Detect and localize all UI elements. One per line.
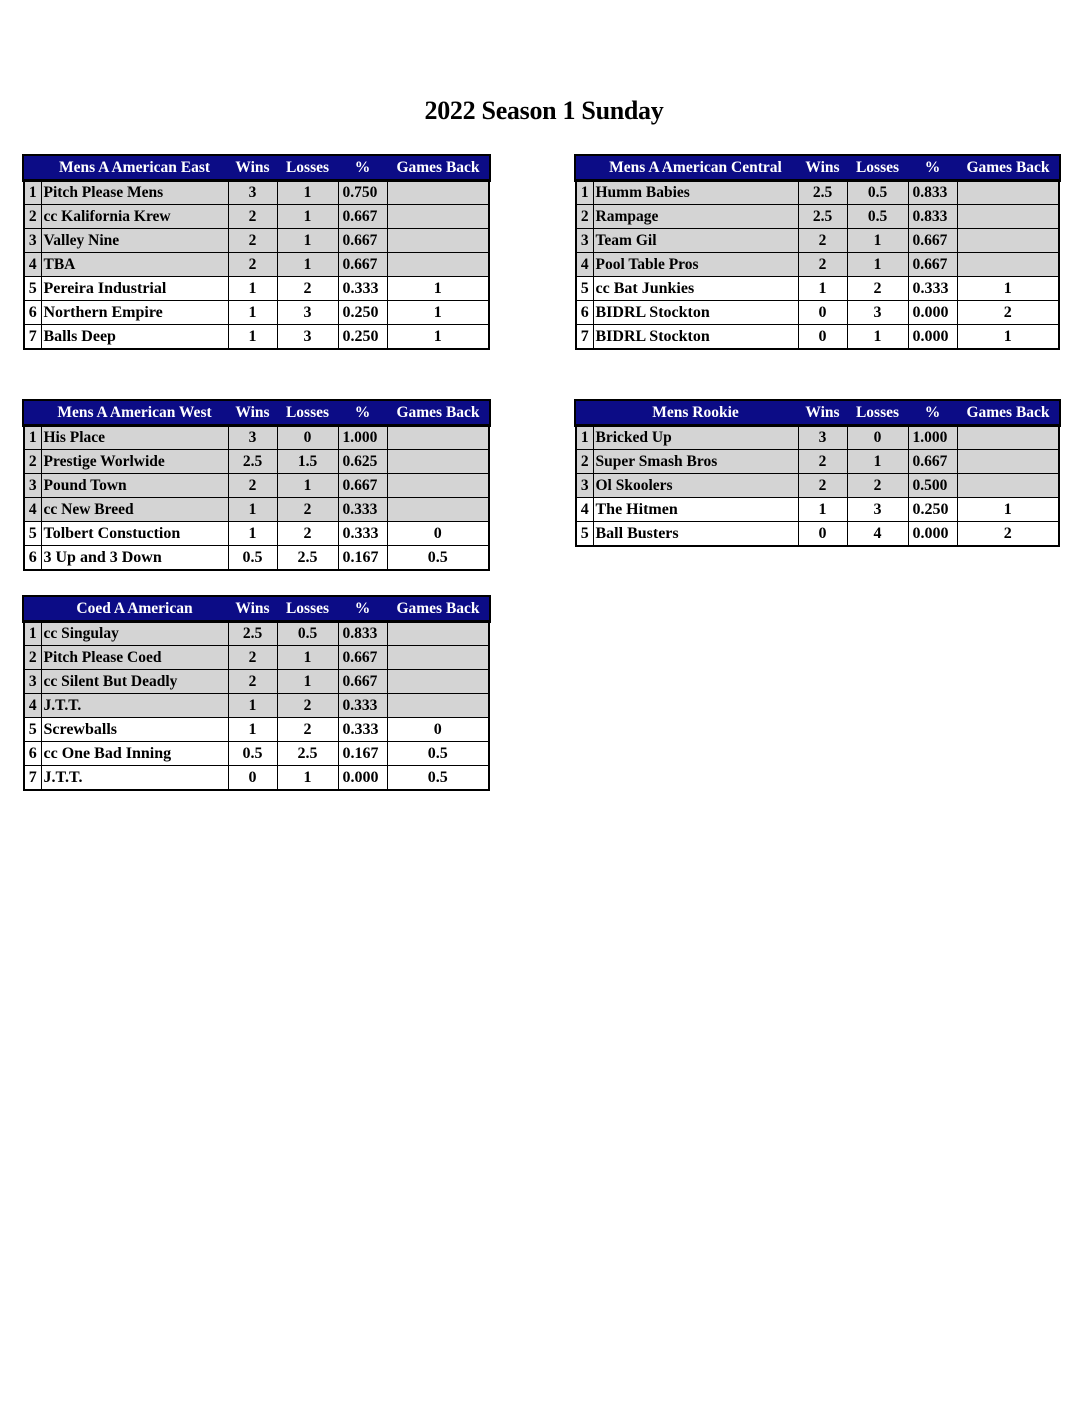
games-back-cell — [387, 205, 489, 229]
games-back-cell — [387, 180, 489, 205]
pct-cell: 0.667 — [338, 229, 387, 253]
table-row — [24, 621, 489, 646]
wins-header: Wins — [798, 156, 847, 181]
standings-table-coed-a-american — [23, 596, 490, 791]
losses-cell: 2 — [277, 694, 338, 718]
team-name-cell: Pool Table Pros — [593, 253, 798, 277]
rank-cell: 6 — [576, 301, 593, 325]
table-row — [576, 205, 1059, 229]
games-back-cell — [387, 498, 489, 522]
pct-cell: 0.833 — [908, 180, 957, 205]
table-row — [24, 205, 489, 229]
wins-cell: 2 — [228, 205, 277, 229]
pct-cell: 1.000 — [338, 425, 387, 450]
table-row — [576, 325, 1059, 350]
team-name-cell: BIDRL Stockton — [593, 325, 798, 350]
pct-cell: 0.167 — [338, 742, 387, 766]
rank-cell: 6 — [24, 742, 41, 766]
pct-cell: 0.250 — [908, 498, 957, 522]
games-back-cell: 1 — [957, 325, 1059, 350]
table-row — [576, 301, 1059, 325]
losses-cell: 1 — [277, 205, 338, 229]
team-name-cell: Valley Nine — [41, 229, 228, 253]
team-name-cell: Rampage — [593, 205, 798, 229]
losses-cell: 0.5 — [847, 205, 908, 229]
wins-cell: 2.5 — [798, 180, 847, 205]
rank-cell: 7 — [576, 325, 593, 350]
table-row — [576, 474, 1059, 498]
wins-cell: 1 — [228, 301, 277, 325]
losses-cell: 1 — [277, 670, 338, 694]
losses-header: Losses — [847, 156, 908, 181]
wins-cell: 1 — [228, 718, 277, 742]
losses-cell: 0 — [847, 425, 908, 450]
pct-cell: 1.000 — [908, 425, 957, 450]
rank-cell: 2 — [576, 450, 593, 474]
pct-cell: 0.667 — [908, 450, 957, 474]
rank-cell: 4 — [24, 694, 41, 718]
standings-table-mens-a-american-east — [23, 155, 490, 350]
team-name-cell: cc Singulay — [41, 621, 228, 646]
losses-header: Losses — [277, 597, 338, 622]
wins-cell: 2.5 — [228, 621, 277, 646]
wins-cell: 1 — [228, 277, 277, 301]
table-header-row — [24, 597, 489, 622]
division-name: Mens A American West — [41, 401, 228, 426]
losses-cell: 0.5 — [847, 180, 908, 205]
wins-cell: 3 — [798, 425, 847, 450]
rank-cell: 3 — [24, 474, 41, 498]
pct-cell: 0.667 — [338, 670, 387, 694]
division-name: Coed A American — [41, 597, 228, 622]
wins-cell: 2 — [228, 229, 277, 253]
games-back-cell — [957, 205, 1059, 229]
table-row — [24, 546, 489, 571]
rank-cell: 1 — [24, 621, 41, 646]
wins-header: Wins — [228, 597, 277, 622]
losses-cell: 1 — [847, 325, 908, 350]
pct-cell: 0.333 — [338, 522, 387, 546]
team-name-cell: Pitch Please Mens — [41, 180, 228, 205]
pct-header: % — [338, 597, 387, 622]
wins-header: Wins — [228, 401, 277, 426]
losses-cell: 1 — [277, 766, 338, 791]
team-name-cell: Pitch Please Coed — [41, 646, 228, 670]
standings-table-mens-a-american-west — [23, 400, 490, 571]
wins-cell: 1 — [228, 694, 277, 718]
standings-table-mens-rookie — [575, 400, 1060, 547]
losses-cell: 1 — [277, 474, 338, 498]
table-row — [24, 522, 489, 546]
pct-cell: 0.000 — [338, 766, 387, 791]
losses-cell: 2.5 — [277, 546, 338, 571]
rank-cell: 5 — [24, 277, 41, 301]
team-name-cell: cc New Breed — [41, 498, 228, 522]
games-back-cell — [957, 450, 1059, 474]
wins-cell: 3 — [228, 425, 277, 450]
games-back-cell: 1 — [387, 325, 489, 350]
games-back-header: Games Back — [957, 401, 1059, 426]
table-row — [576, 498, 1059, 522]
team-name-cell: Humm Babies — [593, 180, 798, 205]
table-row — [576, 277, 1059, 301]
table-row — [24, 325, 489, 350]
wins-cell: 2 — [228, 670, 277, 694]
pct-cell: 0.667 — [338, 474, 387, 498]
team-name-cell: Team Gil — [593, 229, 798, 253]
pct-cell: 0.667 — [338, 205, 387, 229]
table-row — [576, 253, 1059, 277]
games-back-cell: 2 — [957, 301, 1059, 325]
rank-cell: 3 — [576, 474, 593, 498]
wins-header: Wins — [798, 401, 847, 426]
games-back-cell — [957, 253, 1059, 277]
table-row — [24, 718, 489, 742]
pct-header: % — [338, 401, 387, 426]
table-row — [24, 742, 489, 766]
games-back-cell — [387, 229, 489, 253]
wins-cell: 2 — [798, 450, 847, 474]
wins-cell: 0 — [798, 325, 847, 350]
pct-cell: 0.000 — [908, 325, 957, 350]
games-back-cell: 0 — [387, 718, 489, 742]
team-name-cell: cc One Bad Inning — [41, 742, 228, 766]
pct-header: % — [908, 401, 957, 426]
team-name-cell: Super Smash Bros — [593, 450, 798, 474]
losses-cell: 0 — [277, 425, 338, 450]
wins-cell: 0 — [228, 766, 277, 791]
rank-cell: 1 — [24, 425, 41, 450]
losses-cell: 2 — [847, 474, 908, 498]
losses-cell: 3 — [277, 325, 338, 350]
table-row — [576, 180, 1059, 205]
losses-cell: 1 — [277, 229, 338, 253]
wins-cell: 0.5 — [228, 742, 277, 766]
pct-cell: 0.333 — [338, 277, 387, 301]
pct-cell: 0.667 — [338, 253, 387, 277]
page-title: 2022 Season 1 Sunday — [424, 96, 664, 125]
wins-cell: 2 — [228, 253, 277, 277]
rank-cell: 4 — [24, 498, 41, 522]
wins-cell: 1 — [798, 498, 847, 522]
table-row — [576, 425, 1059, 450]
rank-cell: 3 — [24, 229, 41, 253]
rank-cell: 6 — [24, 301, 41, 325]
pct-header: % — [338, 156, 387, 181]
games-back-cell: 1 — [957, 277, 1059, 301]
wins-cell: 1 — [228, 498, 277, 522]
games-back-cell: 1 — [387, 277, 489, 301]
rank-cell: 4 — [24, 253, 41, 277]
table-row — [576, 229, 1059, 253]
team-name-cell: J.T.T. — [41, 766, 228, 791]
games-back-header: Games Back — [387, 597, 489, 622]
losses-header: Losses — [847, 401, 908, 426]
table-header-row — [576, 156, 1059, 181]
pct-cell: 0.250 — [338, 325, 387, 350]
games-back-header: Games Back — [387, 156, 489, 181]
table-row — [24, 277, 489, 301]
games-back-cell — [957, 229, 1059, 253]
losses-cell: 2 — [277, 277, 338, 301]
pct-cell: 0.667 — [908, 229, 957, 253]
pct-cell: 0.667 — [908, 253, 957, 277]
pct-cell: 0.333 — [338, 694, 387, 718]
games-back-cell: 1 — [957, 498, 1059, 522]
wins-cell: 0 — [798, 522, 847, 547]
rank-cell: 5 — [576, 277, 593, 301]
wins-cell: 1 — [798, 277, 847, 301]
table-row — [24, 229, 489, 253]
table-row — [24, 766, 489, 791]
rank-cell: 5 — [576, 522, 593, 547]
losses-cell: 2 — [277, 522, 338, 546]
team-name-cell: 3 Up and 3 Down — [41, 546, 228, 571]
games-back-cell — [387, 253, 489, 277]
team-name-cell: cc Bat Junkies — [593, 277, 798, 301]
table-row — [576, 522, 1059, 547]
losses-cell: 1.5 — [277, 450, 338, 474]
pct-cell: 0.250 — [338, 301, 387, 325]
table-row — [24, 450, 489, 474]
division-name: Mens A American Central — [593, 156, 798, 181]
games-back-cell: 0.5 — [387, 742, 489, 766]
table-row — [576, 450, 1059, 474]
rank-header — [24, 401, 41, 426]
wins-cell: 0.5 — [228, 546, 277, 571]
games-back-cell — [957, 474, 1059, 498]
losses-cell: 3 — [847, 498, 908, 522]
table-row — [24, 694, 489, 718]
rank-header — [24, 597, 41, 622]
games-back-cell — [387, 425, 489, 450]
table-row — [24, 670, 489, 694]
games-back-cell: 0.5 — [387, 766, 489, 791]
losses-cell: 3 — [277, 301, 338, 325]
team-name-cell: Ball Busters — [593, 522, 798, 547]
games-back-cell — [387, 474, 489, 498]
rank-header — [576, 156, 593, 181]
rank-cell: 2 — [24, 646, 41, 670]
rank-cell: 4 — [576, 253, 593, 277]
rank-cell: 2 — [24, 205, 41, 229]
team-name-cell: Tolbert Constuction — [41, 522, 228, 546]
games-back-cell: 0 — [387, 522, 489, 546]
pct-cell: 0.833 — [908, 205, 957, 229]
table-row — [24, 301, 489, 325]
rank-cell: 5 — [24, 522, 41, 546]
games-back-cell — [387, 694, 489, 718]
team-name-cell: Northern Empire — [41, 301, 228, 325]
losses-cell: 3 — [847, 301, 908, 325]
team-name-cell: Balls Deep — [41, 325, 228, 350]
team-name-cell: Prestige Worlwide — [41, 450, 228, 474]
pct-cell: 0.500 — [908, 474, 957, 498]
losses-cell: 1 — [277, 180, 338, 205]
rank-cell: 1 — [576, 425, 593, 450]
losses-cell: 0.5 — [277, 621, 338, 646]
rank-cell: 1 — [576, 180, 593, 205]
losses-cell: 4 — [847, 522, 908, 547]
team-name-cell: Pound Town — [41, 474, 228, 498]
rank-cell: 1 — [24, 180, 41, 205]
pct-cell: 0.333 — [908, 277, 957, 301]
wins-cell: 2 — [798, 474, 847, 498]
rank-cell: 5 — [24, 718, 41, 742]
losses-cell: 1 — [847, 229, 908, 253]
rank-cell: 2 — [576, 205, 593, 229]
team-name-cell: Ol Skoolers — [593, 474, 798, 498]
pct-cell: 0.167 — [338, 546, 387, 571]
wins-header: Wins — [228, 156, 277, 181]
games-back-cell — [957, 180, 1059, 205]
wins-cell: 3 — [228, 180, 277, 205]
wins-cell: 2 — [228, 474, 277, 498]
rank-cell: 2 — [24, 450, 41, 474]
games-back-cell — [387, 450, 489, 474]
table-row — [24, 646, 489, 670]
team-name-cell: The Hitmen — [593, 498, 798, 522]
pct-cell: 0.000 — [908, 522, 957, 547]
rank-cell: 7 — [24, 325, 41, 350]
losses-cell: 2 — [847, 277, 908, 301]
games-back-cell — [957, 425, 1059, 450]
team-name-cell: His Place — [41, 425, 228, 450]
losses-header: Losses — [277, 401, 338, 426]
losses-cell: 2 — [277, 718, 338, 742]
pct-cell: 0.625 — [338, 450, 387, 474]
team-name-cell: TBA — [41, 253, 228, 277]
pct-cell: 0.750 — [338, 180, 387, 205]
team-name-cell: BIDRL Stockton — [593, 301, 798, 325]
wins-cell: 0 — [798, 301, 847, 325]
rank-cell: 3 — [576, 229, 593, 253]
losses-cell: 2 — [277, 498, 338, 522]
pct-cell: 0.833 — [338, 621, 387, 646]
pct-cell: 0.333 — [338, 718, 387, 742]
table-row — [24, 180, 489, 205]
rank-cell: 6 — [24, 546, 41, 571]
losses-cell: 1 — [277, 253, 338, 277]
games-back-cell: 0.5 — [387, 546, 489, 571]
wins-cell: 2.5 — [228, 450, 277, 474]
table-header-row — [576, 401, 1059, 426]
team-name-cell: Screwballs — [41, 718, 228, 742]
games-back-cell: 1 — [387, 301, 489, 325]
team-name-cell: Pereira Industrial — [41, 277, 228, 301]
division-name: Mens A American East — [41, 156, 228, 181]
table-header-row — [24, 156, 489, 181]
games-back-header: Games Back — [387, 401, 489, 426]
rank-cell: 4 — [576, 498, 593, 522]
pct-cell: 0.000 — [908, 301, 957, 325]
rank-header — [576, 401, 593, 426]
wins-cell: 1 — [228, 325, 277, 350]
table-header-row — [24, 401, 489, 426]
games-back-cell — [387, 621, 489, 646]
pct-cell: 0.333 — [338, 498, 387, 522]
games-back-header: Games Back — [957, 156, 1059, 181]
division-name: Mens Rookie — [593, 401, 798, 426]
wins-cell: 2 — [228, 646, 277, 670]
wins-cell: 2 — [798, 229, 847, 253]
games-back-cell — [387, 646, 489, 670]
losses-header: Losses — [277, 156, 338, 181]
rank-cell: 7 — [24, 766, 41, 791]
rank-header — [24, 156, 41, 181]
standings-table-mens-a-american-central — [575, 155, 1060, 350]
losses-cell: 1 — [847, 450, 908, 474]
wins-cell: 2.5 — [798, 205, 847, 229]
table-row — [24, 498, 489, 522]
team-name-cell: Bricked Up — [593, 425, 798, 450]
pct-cell: 0.667 — [338, 646, 387, 670]
table-row — [24, 474, 489, 498]
games-back-cell: 2 — [957, 522, 1059, 547]
rank-cell: 3 — [24, 670, 41, 694]
team-name-cell: J.T.T. — [41, 694, 228, 718]
wins-cell: 2 — [798, 253, 847, 277]
table-row — [24, 253, 489, 277]
team-name-cell: cc Silent But Deadly — [41, 670, 228, 694]
losses-cell: 2.5 — [277, 742, 338, 766]
games-back-cell — [387, 670, 489, 694]
wins-cell: 1 — [228, 522, 277, 546]
team-name-cell: cc Kalifornia Krew — [41, 205, 228, 229]
losses-cell: 1 — [277, 646, 338, 670]
losses-cell: 1 — [847, 253, 908, 277]
table-row — [24, 425, 489, 450]
pct-header: % — [908, 156, 957, 181]
